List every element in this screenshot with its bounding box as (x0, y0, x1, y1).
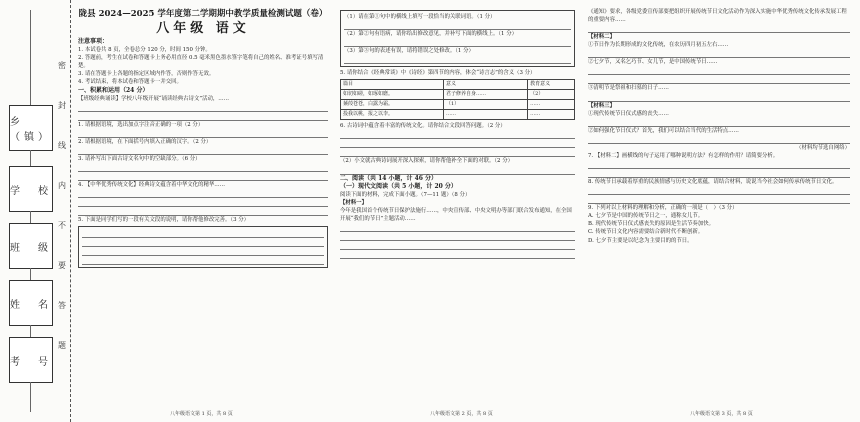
text-placeholder (340, 130, 575, 139)
text-placeholder (340, 139, 575, 148)
question-line: 2. 请根据语境，在下面括号内填入正确的汉字。（2 分） (78, 138, 212, 145)
table-header: 意义 (443, 80, 527, 90)
question-line: 8. 传统节日承载着厚重的民族情感与历史文化底蕴，请结合材料，说说当今社会如何传承传统节日文化。 (588, 179, 838, 186)
text-placeholder (78, 207, 328, 216)
material-text: ①节日作为长期形成的文化传统，在农历四月初五左右…… (588, 42, 729, 49)
seal-char: 线 (58, 141, 66, 150)
page-footer: 八年级语文第 3 页，共 8 页 (690, 411, 753, 417)
passage-box (78, 226, 328, 268)
question-line: （2）小文就古典诗词展开深入探索，请你帮他补全下面的对联。（2 分） (340, 158, 513, 165)
material-text: 《通知》要求，各级党委宣传部要把组织开展传统节日文化活动作为深入实施中华优秀传统文化传承发展工程的重要内容…… (588, 9, 847, 24)
text-placeholder (588, 135, 850, 144)
table-header: 教育意义 (528, 80, 575, 90)
table-cell[interactable]: （2） (528, 90, 575, 100)
seal-char: 题 (58, 341, 66, 350)
text-placeholder (78, 198, 328, 207)
material-text: ②七夕节，又名乞巧节、女儿节，是中国传统节日…… (588, 59, 718, 66)
table-cell: …… (528, 110, 575, 120)
material-heading: 【材料二】 (588, 34, 615, 41)
notice-item: 4. 考试结束，将本试卷和答题卡一并交回。 (78, 79, 182, 86)
binding-strip (0, 0, 71, 422)
text-placeholder (588, 118, 850, 127)
question-line: 6. 古诗词中蕴含着丰富的传统文化。请你结合文段回答问题。（2 分） (340, 123, 506, 130)
answer-line[interactable] (78, 129, 328, 138)
answer-line[interactable] (344, 38, 571, 47)
name-label: 姓 名 (10, 299, 52, 311)
notice-item: 1. 本试卷共 8 页，全卷总分 120 分，时间 150 分钟。 (78, 47, 211, 54)
question-line: 4. 【中华优秀传统文化】经典诗文蕴含着中华文化的精华…… (78, 182, 226, 189)
seal-char: 不 (58, 221, 66, 230)
binding-line (30, 268, 31, 280)
text-placeholder (340, 241, 575, 250)
text-placeholder (78, 189, 328, 198)
section-heading: 二、阅读（共 14 小题，计 46 分） (340, 174, 438, 182)
section-heading: 一、积累和运用（24 分） (78, 86, 149, 94)
question-line: 5. 下面是同学们写的一段有关文段的说明，请你帮他修改完善。（3 分） (78, 217, 250, 224)
source-note: （材料均节选自网络） (796, 144, 850, 151)
text-placeholder (78, 103, 328, 112)
material-heading: 【材料三】 (588, 102, 615, 109)
option-b[interactable]: B. 现代传统节日仪式感丧失的原因是生活节奏加快。 (588, 221, 714, 228)
notice-item: 2. 答题前，考生在试卷和答题卡上务必用直径 0.5 毫米黑色墨水签字笔将自己的姓名、准考证号填写清楚。 (78, 55, 324, 70)
material-heading: 【材料一】 (340, 199, 367, 206)
question-line: 【班级经典诵读】学校八年级开展“诵读经典古诗文”活动，…… (78, 95, 230, 102)
question-line: 7. 【材料二】画横线的句子运用了哪种说明方法？有怎样的作用？请简要分析。 (588, 152, 779, 159)
text-placeholder (588, 75, 850, 84)
notice-item: 3. 请在答题卡上各题的指定区域内作答，否则作答无效。 (78, 71, 215, 78)
question-line: 1. 请根据语境，选出加点字注音正确的一项（2 分） (78, 121, 204, 128)
binding-line (30, 382, 31, 412)
seal-char: 要 (58, 261, 66, 270)
table-row (341, 110, 575, 120)
material-text: 今年是我国首个传统节日保护法施行……，中央宣传部、中央文明办等部门联合发布通知，在全国开展“我们的节日”主题活动…… (340, 207, 572, 223)
subject-title: 八年级 语文 (156, 21, 250, 36)
question-line: 3. 请补写出下面古诗文名句中的空缺部分。（6 分） (78, 155, 201, 162)
table-header-row (341, 80, 575, 90)
answer-line[interactable] (78, 163, 328, 172)
seal-char: 答 (58, 301, 66, 310)
binding-line (30, 211, 31, 223)
seal-char: 密 (58, 61, 66, 70)
exam-number-label: 考 号 (10, 356, 52, 368)
answer-line[interactable] (344, 21, 571, 30)
table-cell[interactable]: （1） (443, 100, 527, 110)
exam-number-field[interactable] (9, 337, 53, 383)
answer-line[interactable] (344, 55, 571, 64)
table-cell: …… (443, 110, 527, 120)
school-label: 学 校 (10, 185, 52, 197)
answer-line[interactable] (340, 148, 575, 157)
binding-line (30, 150, 31, 166)
option-d[interactable]: D. 七夕节主要是以纪念为主要目的的节日。 (588, 237, 693, 244)
question-line: 9. 下列对以上材料的理解和分析，正确的一项是（ ）（3 分） (588, 205, 738, 212)
class-field[interactable] (9, 223, 53, 269)
text-placeholder (82, 247, 324, 256)
seal-char: 封 (58, 101, 66, 110)
question-line: （2）第②句有语病，请你给出修改意见，并补写下面的横线上。（1 分） (344, 31, 517, 38)
exam-title: 陇县 2024—2025 学年度第二学期期中教学质量检测试题（卷） (78, 9, 328, 19)
text-placeholder (588, 66, 850, 75)
answer-line[interactable] (588, 169, 850, 178)
name-field[interactable] (9, 280, 53, 326)
text-placeholder (340, 250, 575, 259)
class-label: 班 级 (10, 242, 52, 254)
page-footer: 八年级语文第 2 页，共 8 页 (430, 411, 493, 417)
table-row (341, 100, 575, 110)
answer-line[interactable] (340, 166, 575, 175)
school-field[interactable] (9, 166, 53, 212)
binding-line (30, 325, 31, 337)
table-row (341, 90, 575, 100)
text-placeholder (82, 256, 324, 265)
answer-line[interactable] (78, 146, 328, 155)
table-cell: 如切如磋，如琢如磨。 (341, 90, 444, 100)
township-field[interactable] (9, 105, 53, 151)
table-cell: 君子修养自身…… (443, 90, 527, 100)
answer-line[interactable] (588, 195, 850, 204)
page-column-2 (340, 8, 575, 408)
text-placeholder (340, 223, 575, 232)
seal-char: 内 (58, 181, 66, 190)
answer-line[interactable] (588, 160, 850, 169)
binding-line (30, 10, 31, 105)
page-footer: 八年级语文第 1 页，共 8 页 (170, 411, 233, 417)
text-placeholder (340, 232, 575, 241)
question-line: （3）第③句的表述有误，请将错误之处修改。（1 分） (344, 48, 474, 55)
text-placeholder (588, 49, 850, 58)
notice-heading: 注意事项： (78, 38, 109, 45)
table-cell: 投我以桃，报之以李。 (341, 110, 444, 120)
text-placeholder (588, 24, 850, 33)
table-cell: …… (528, 100, 575, 110)
text-placeholder (588, 93, 850, 102)
page-column-3 (588, 8, 850, 408)
poetry-table (340, 79, 575, 120)
subsection-heading: （一）现代文阅读（共 5 小题，计 20 分） (340, 182, 457, 190)
option-a[interactable]: A. 七夕节是中国的传统节日之一，通称女儿节。 (588, 213, 704, 220)
table-cell: 蒹葭苍苍，白露为霜。 (341, 100, 444, 110)
instruction-line: 阅读下面的材料，完成下面小题。（7—11 题）（8 分） (340, 191, 471, 198)
table-header: 篇目 (341, 80, 444, 90)
page-column-1 (78, 8, 328, 408)
question-line: 5. 请你结合《经典常谈》中《诗经》第四节的内容，体会“诗言志”的含义（3 分） (340, 70, 536, 77)
text-placeholder (82, 229, 324, 238)
material-text: ③清明节是祭祖和扫墓的日子…… (588, 85, 669, 92)
subquestion-box (340, 10, 575, 67)
option-c[interactable]: C. 传统节日文化内容需要结合新时代不断创新。 (588, 229, 704, 236)
text-placeholder (78, 112, 328, 121)
material-text: ②如何强化节日仪式？首先，我们可以结合当代的生活特点…… (588, 127, 739, 134)
material-text: ①现代传统节日仪式感的丧失…… (588, 110, 669, 117)
question-line: （1）请在第①句中的横线上填写一段恰当的关联词语。（1 分） (344, 14, 496, 20)
text-placeholder (82, 238, 324, 247)
township-label: 乡（镇） (10, 117, 52, 143)
answer-line[interactable] (78, 172, 328, 181)
answer-line[interactable] (588, 186, 850, 195)
